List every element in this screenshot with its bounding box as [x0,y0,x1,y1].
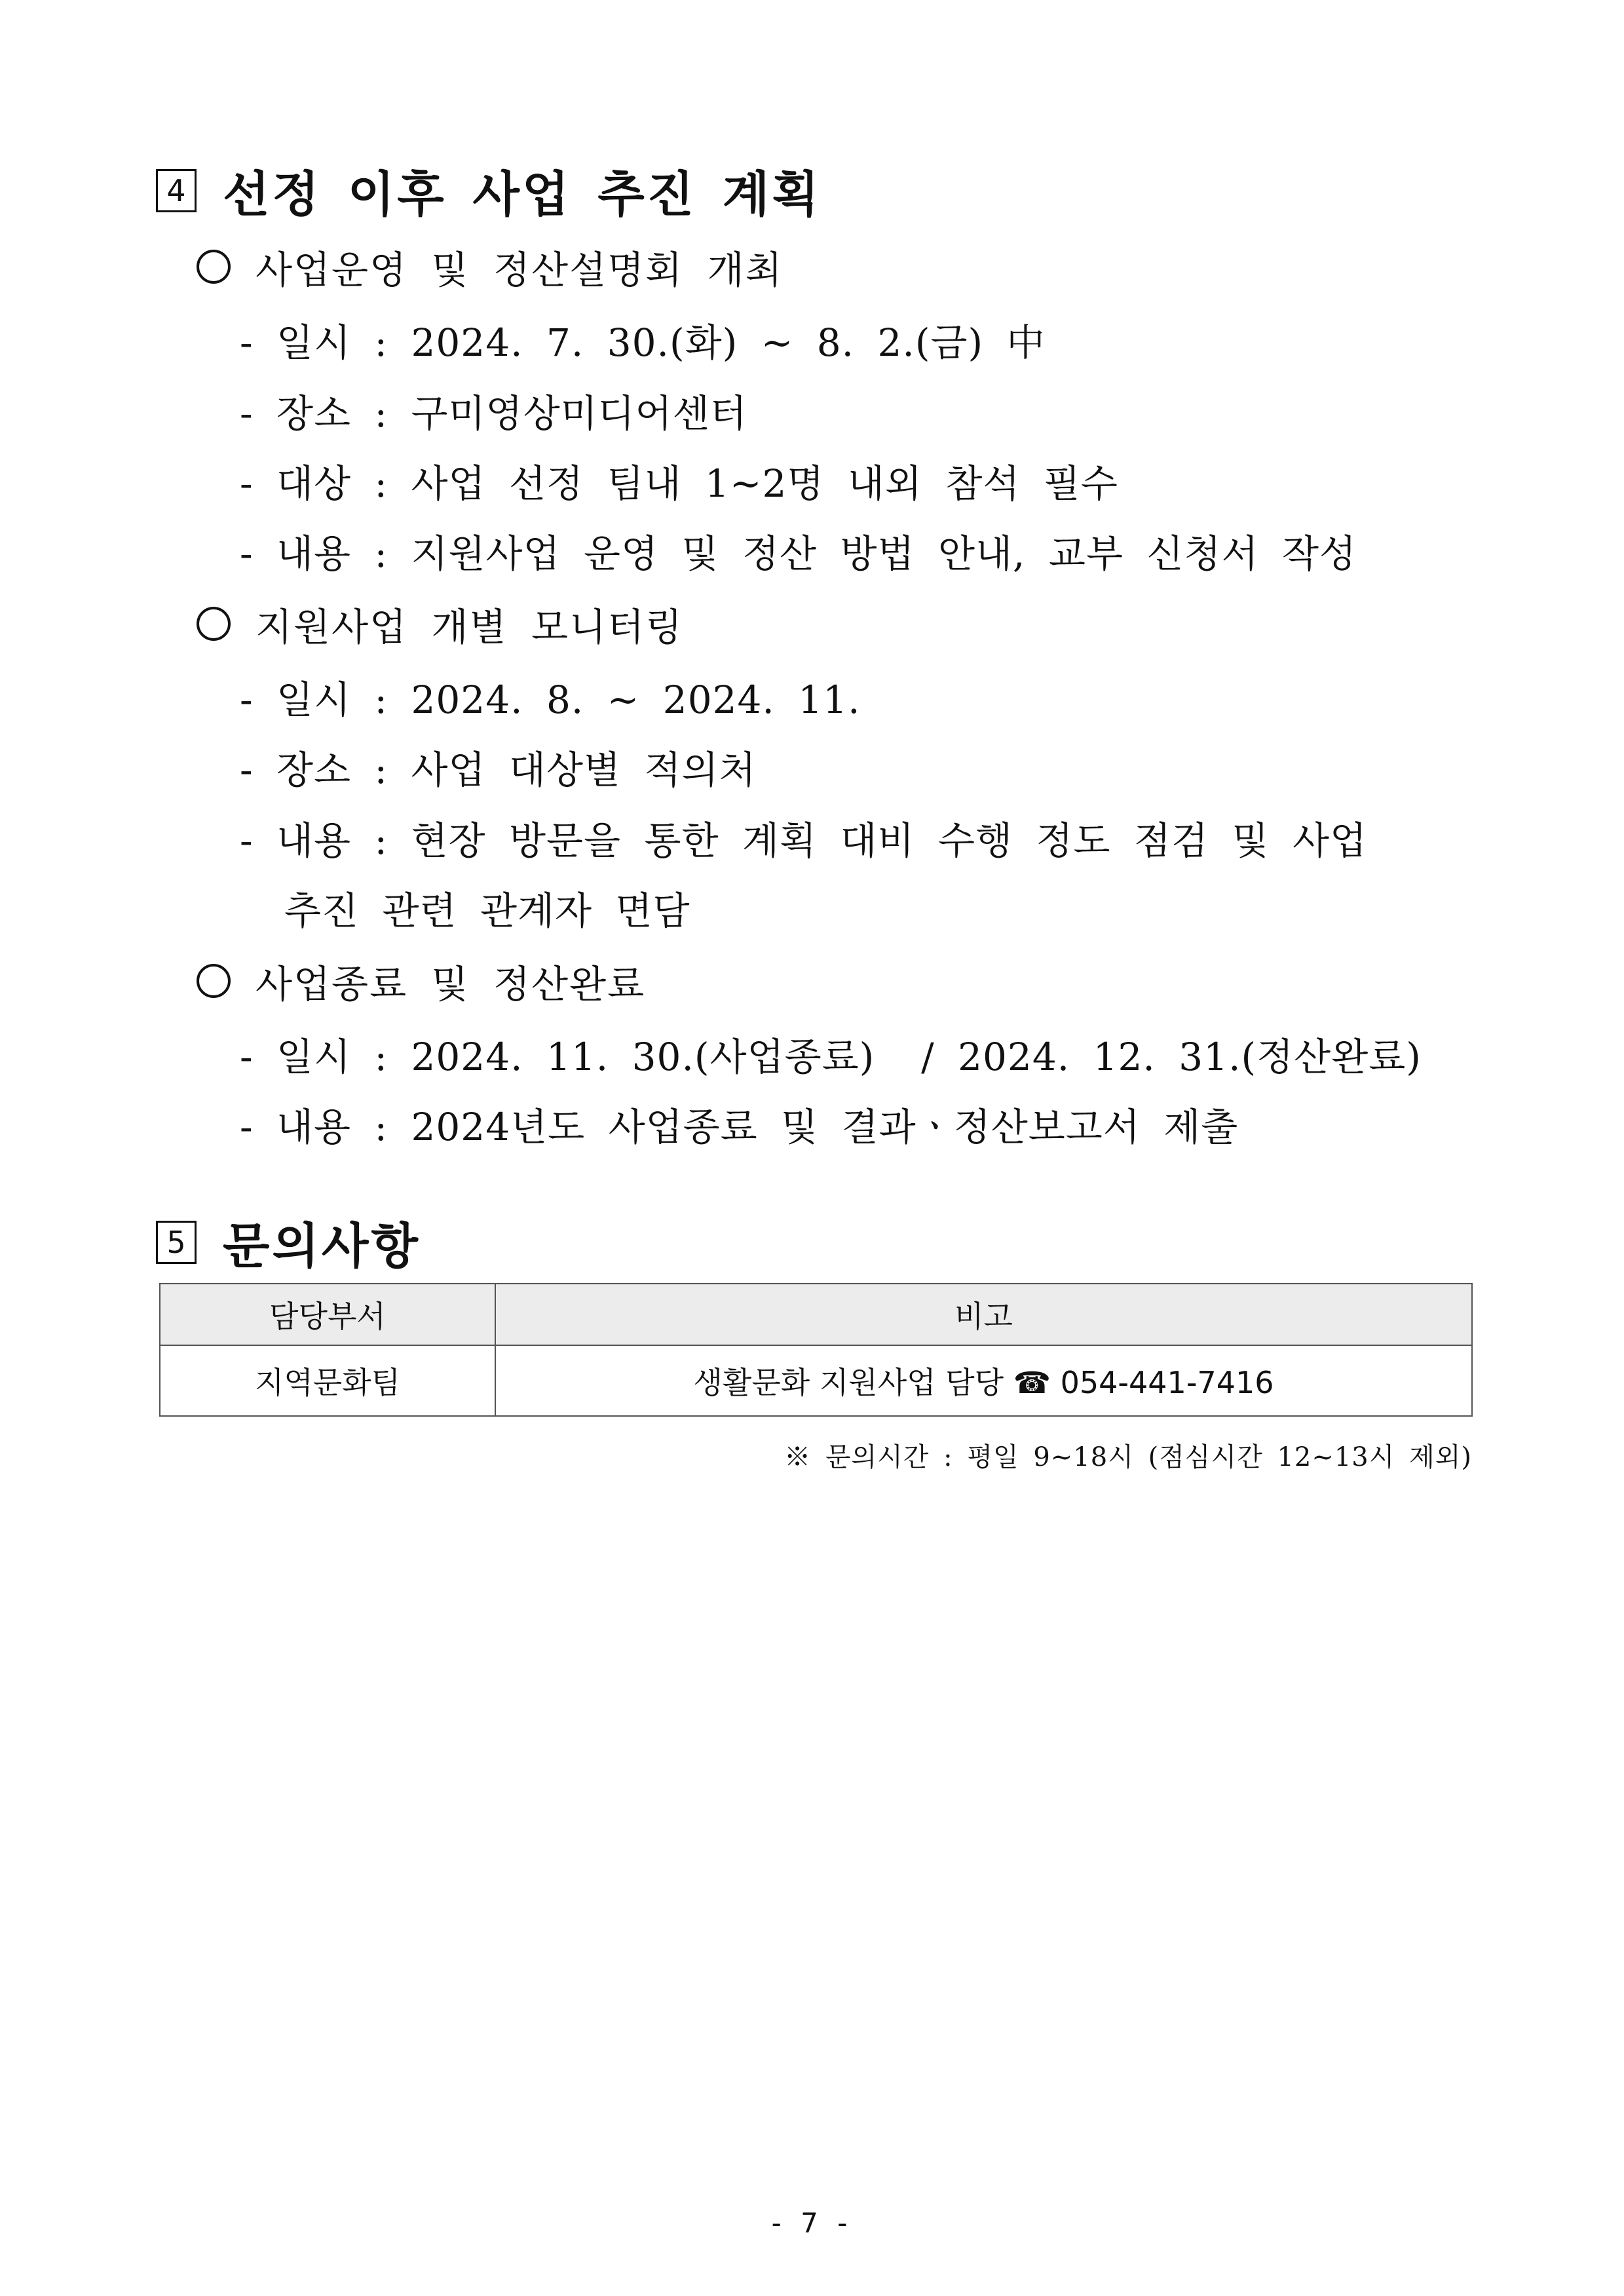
plan-item-briefing [197,239,784,294]
detail-line: - 내용 : 현장 방문을 통한 계획 대비 수행 정도 점검 및 사업 [240,818,1367,863]
section-number-box: 5 [156,1221,197,1264]
section-title: 문의사항 [223,1218,421,1274]
detail-line: - 장소 : 구미영상미디어센터 [240,391,747,436]
page-number: - 7 - [771,2207,853,2239]
circle-bullet-icon [197,964,231,998]
circle-bullet-icon [197,607,231,641]
table-cell-department: 지역문화팀 [160,1345,495,1416]
contact-table [159,1283,1473,1417]
section-number-box: 4 [156,169,197,212]
inquiry-hours-note: ※ 문의시간 : 평일 9~18시 (점심시간 12~13시 제외) [784,1442,1472,1472]
plan-item-heading: 사업운영 및 정산설명회 개최 [255,248,784,292]
detail-line: - 일시 : 2024. 11. 30.(사업종료) / 2024. 12. 31.(정산완료) [240,1035,1422,1079]
plan-item-completion [197,953,645,1008]
detail-line: - 내용 : 2024년도 사업종료 및 결과ㆍ정산보고서 제출 [240,1105,1239,1149]
detail-line: - 내용 : 지원사업 운영 및 정산 방법 안내, 교부 신청서 작성 [240,531,1357,576]
detail-line: - 대상 : 사업 선정 팀내 1~2명 내외 참석 필수 [240,461,1118,506]
column-header: 담당부서 [160,1284,495,1345]
table-row [160,1345,1472,1416]
table-cell-remarks: 생활문화 지원사업 담당 ☎ 054-441-7416 [495,1345,1472,1416]
section-5-heading [156,1208,421,1277]
detail-line: - 장소 : 사업 대상별 적의처 [240,748,757,792]
circle-bullet-icon [197,250,231,284]
section-title: 선정 이후 사업 추진 계획 [223,166,821,223]
column-header: 비고 [495,1284,1472,1345]
plan-item-heading: 사업종료 및 정산완료 [255,962,646,1006]
table-header-row [160,1284,1472,1345]
plan-item-heading: 지원사업 개별 모니터링 [255,605,684,649]
detail-line: - 일시 : 2024. 8. ~ 2024. 11. [240,678,861,722]
section-4-heading [156,156,821,225]
detail-line-continued: 추진 관련 관계자 면담 [284,889,690,933]
detail-line: - 일시 : 2024. 7. 30.(화) ~ 8. 2.(금) 中 [240,320,1046,365]
plan-item-monitoring [197,596,683,651]
